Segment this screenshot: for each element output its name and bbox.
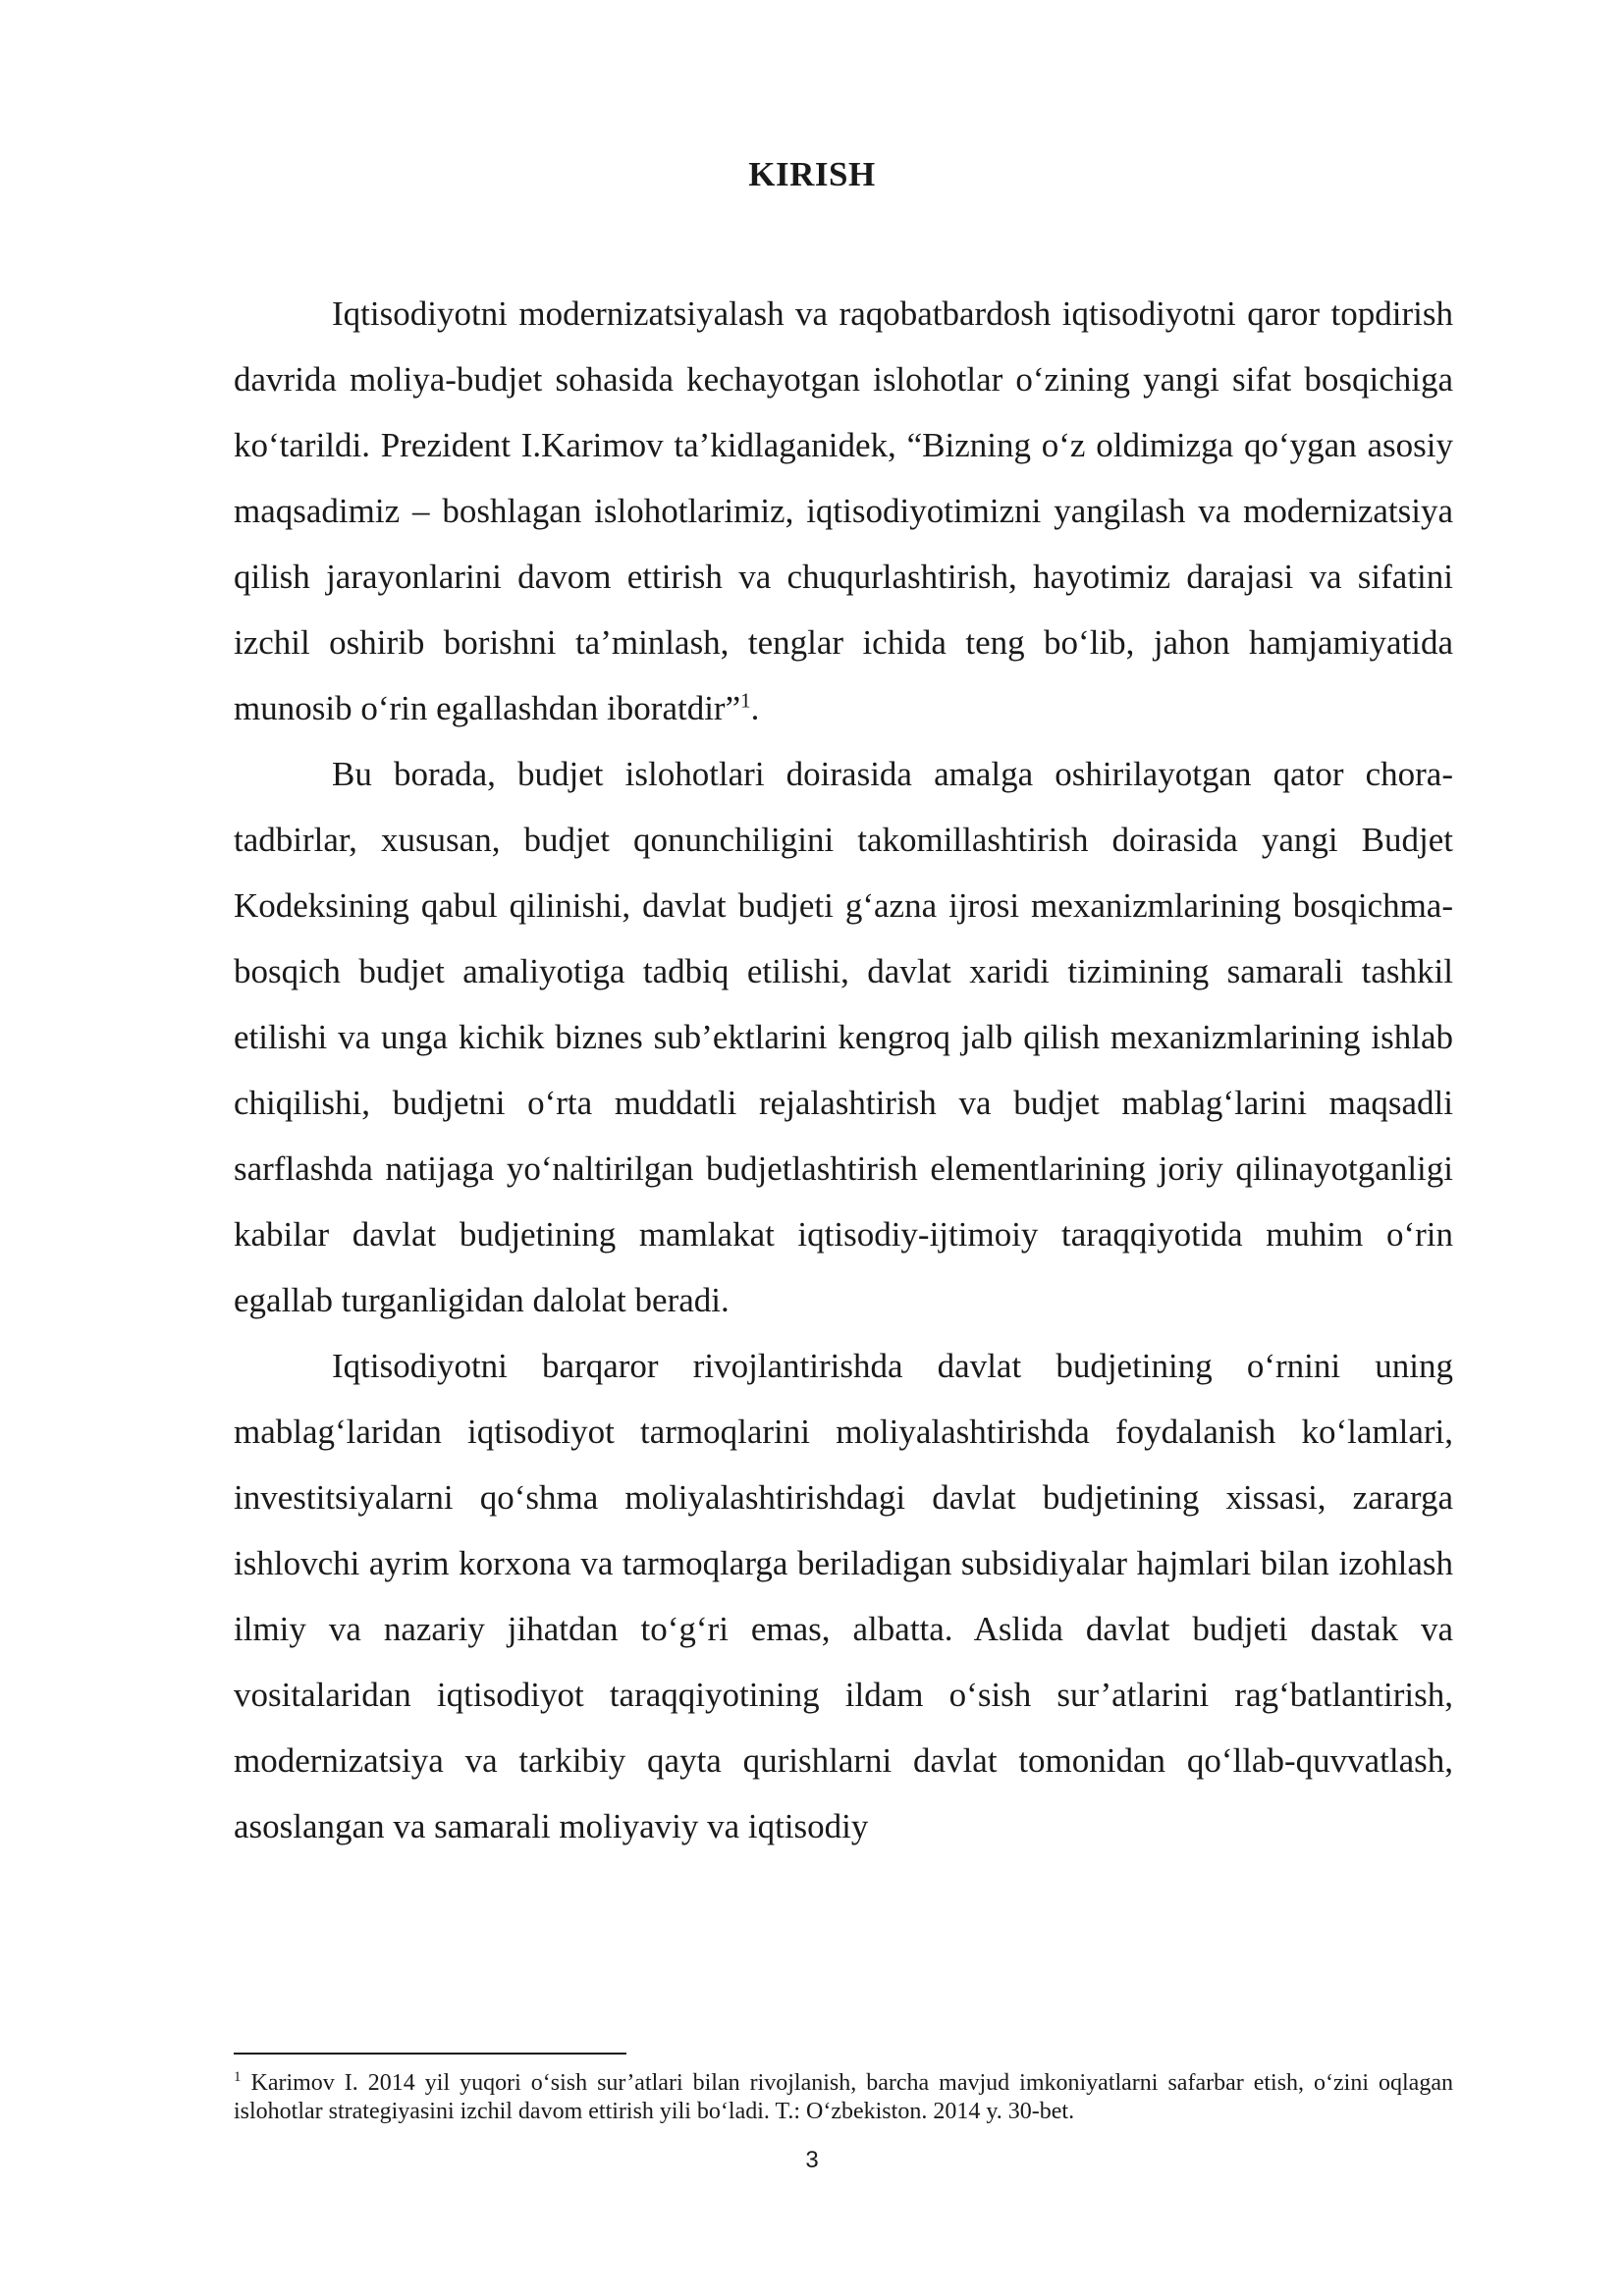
paragraph-2 — [234, 741, 1453, 1333]
paragraph-3 — [234, 1333, 1453, 1859]
paragraph-1-end: . — [750, 689, 760, 727]
footnote-divider — [234, 2053, 626, 2055]
body-text — [234, 281, 1453, 1859]
paragraph-3-text: Iqtisodiyotni barqaror rivojlantirishda davlat budjetining o‘rnini uning mablag‘laridan iqtisodiyot tarmoqlarini moliyalashtirishda foydalanish ko‘lamlari, investitsiyalarni qo‘shma moliyalashtirishdagi davlat budjetining xissasi, zararga ishlovchi ayrim korxona va tarmoqlarga beriladigan subsidiyalar hajmlari bilan izohlash ilmiy va nazariy jihatdan to‘g‘ri emas, albatta. Aslida davlat budjeti dastak va vositalaridan iqtisodiyot taraqqiyotining ildam o‘sish sur’atlarini rag‘batlantirish, modernizatsiya va tarkibiy qayta qurishlarni davlat tomonidan qo‘llab-quvvatlash, asoslangan va samarali moliyaviy va iqtisodiy — [234, 1347, 1453, 1845]
paragraph-1-text: Iqtisodiyotni modernizatsiyalash va raqobatbardosh iqtisodiyotni qaror topdirish davrida moliya-budjet sohasida kechayotgan islohotlar o‘zining yangi sifat bosqichiga ko‘tarildi. Prezident I.Karimov ta’kidlaganidek, “Bizning o‘z oldimizga qo‘ygan asosiy maqsadimiz – boshlagan islohotlarimiz, iqtisodiyotimizni yangilash va modernizatsiya qilish jarayonlarini davom ettirish va chuqurlashtirish, hayotimiz darajasi va sifatini izchil oshirib borishni ta’minlash, tenglar ichida teng bo‘lib, jahon hamjamiyatida munosib o‘rin egallashdan iboratdir” — [234, 294, 1453, 727]
page-number: 3 — [805, 2147, 819, 2173]
paragraph-2-text: Bu borada, budjet islohotlari doirasida amalga oshirilayotgan qator chora-tadbirlar, xususan, budjet qonunchiligini takomillashtirish doirasida yangi Budjet Kodeksining qabul qilinishi, davlat budjeti g‘azna ijrosi mexanizmlarining bosqichma-bosqich budjet amaliyotiga tadbiq etilishi, davlat xaridi tizimining samarali tashkil etilishi va unga kichik biznes sub’ektlarini kengroq jalb qilish mexanizmlarining ishlab chiqilishi, budjetni o‘rta muddatli rejalashtirish va budjet mablag‘larini maqsadli sarflashda natijaga yo‘naltirilgan budjetlashtirish elementlarining joriy qilinayotganligi kabilar davlat budjetining mamlakat iqtisodiy-ijtimoiy taraqqiyotida muhim o‘rin egallab turganligidan dalolat beradi. — [234, 755, 1453, 1319]
paragraph-1 — [234, 281, 1453, 741]
footnote-reference: 1 — [740, 688, 751, 713]
footnote — [234, 2069, 1453, 2126]
footnote-text: Karimov I. 2014 yil yuqori o‘sish sur’atlari bilan rivojlanish, barcha mavjud imkoniyatlarni safarbar etish, o‘zini oqlagan islohotlar strategiyasini izchil davom ettirish yili bo‘ladi. T.: O‘zbekiston. 2014 y. 30-bet. — [234, 2070, 1453, 2124]
section-heading: KIRISH — [748, 155, 876, 193]
footnote-number: 1 — [234, 2069, 242, 2085]
